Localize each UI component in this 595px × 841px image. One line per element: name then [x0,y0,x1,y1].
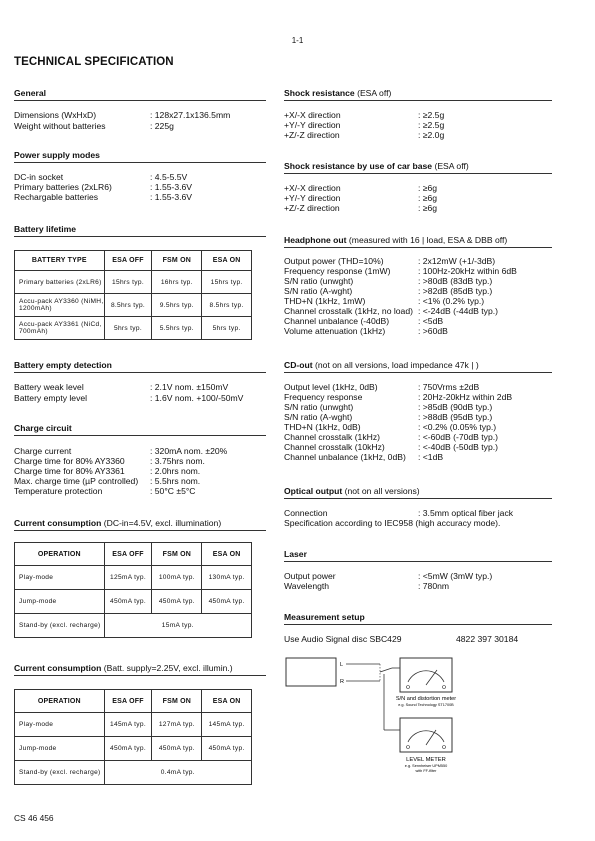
cdout-heading-note: (not on all versions, load impedance 47k | ) [312,360,479,370]
spec-key: Channel crosstalk (1kHz) [284,432,380,442]
section-heading-laser [284,549,552,562]
table-header: ESA OFF [104,543,152,566]
table-cell: Stand-by (excl. recharge) [15,761,105,785]
level-meter-box [400,718,452,752]
section-heading-power [14,150,266,163]
current-batt-heading: Current consumption [14,663,102,673]
spec-key: Battery weak level [14,382,84,392]
spec-key: Output power (THD=10%) [284,256,384,266]
spec-key: +Y/-Y direction [284,120,341,130]
spec-value: : <-40dB (-50dB typ.) [418,442,499,452]
section-heading-current-dc [14,518,266,531]
spec-key: S/N ratio (A-wght) [284,412,353,422]
right-channel-label: R [340,679,344,685]
left-channel-label: L [340,662,344,668]
spec-key: +Z/-Z direction [284,203,340,213]
table-cell: 15hrs typ. [104,271,152,294]
spec-value: : 750Vrms ±2dB [418,382,480,392]
spec-key: +Y/-Y direction [284,193,341,203]
table-cell: 127mA typ. [152,713,202,737]
table-header: OPERATION [15,543,105,566]
spec-value: : ≥2.5g [418,120,445,130]
table-cell: 130mA typ. [202,566,252,590]
spec-value: : 1.55-3.6V [150,192,193,202]
table-cell: Primary batteries (2xLR6) [15,271,105,294]
spec-key: Channel unbalance (-40dB) [284,316,390,326]
spec-value: : 320mA nom. ±20% [150,446,228,456]
spec-key: Channel crosstalk (1kHz, no load) [284,306,413,316]
table-cell: 15mA typ. [104,614,251,638]
spec-value: : ≥6g [418,183,438,193]
spec-key: DC-in socket [14,172,64,182]
table-cell: 8.5hrs typ. [202,294,252,317]
spec-key: THD+N (1kHz, 0dB) [284,422,361,432]
headphone-heading: Headphone out [284,235,347,245]
table-row [15,713,252,737]
spec-value: : 2.0hrs nom. [150,466,201,476]
spec-value: : 225g [150,121,174,131]
charge-heading: Charge circuit [14,423,72,433]
table-header-row [15,251,252,271]
spec-key: S/N ratio (unwght) [284,402,354,412]
table-header: FSM ON [152,251,202,271]
shock-heading: Shock resistance [284,88,355,98]
table-cell: 5.5hrs typ. [152,317,202,340]
spec-key: Specification according to IEC958 (high accuracy mode). [284,518,501,528]
level-meter-filter-note: with FF-filter [415,769,437,773]
spec-value: : 1.6V nom. +100/-50mV [150,393,244,403]
table-header: ESA ON [202,690,252,713]
distortion-meter-box [400,658,452,692]
battery-empty-heading: Battery empty detection [14,360,112,370]
table-cell: Play-mode [15,566,105,590]
table-cell: 8.5hrs typ. [104,294,152,317]
table-header-row [15,690,252,713]
spec-key: THD+N (1kHz, 1mW) [284,296,366,306]
document-code: CS 46 456 [14,813,54,823]
table-row [15,590,252,614]
spec-value: : 4.5-5.5V [150,172,188,182]
spec-key: Frequency response [284,392,363,402]
table-cell: 145mA typ. [202,713,252,737]
shock-car-heading-note: (ESA off) [432,161,469,171]
current-dc-heading-note: (DC-in=4.5V, excl. illumination) [101,518,222,528]
spec-value: : 128x27.1x136.5mm [150,110,231,120]
table-cell: 450mA typ. [202,590,252,614]
spec-value: : 5.5hrs nom. [150,476,201,486]
left-column [14,0,266,841]
table-header: ESA ON [202,251,252,271]
table-cell: 5hrs typ. [202,317,252,340]
spec-key: Connection [284,508,328,518]
table-cell: 5hrs typ. [104,317,152,340]
table-cell: Accu-pack AY3360 (NiMH, 1200mAh) [15,294,105,317]
cd-player-box [286,658,336,686]
table-header: FSM ON [152,690,202,713]
spec-key: +X/-X direction [284,183,341,193]
table-cell: Stand-by (excl. recharge) [15,614,105,638]
spec-key: Rechargable batteries [14,192,99,202]
distortion-meter-subtitle: e.g. Sound Technology ST1700B [398,703,454,707]
spec-value: : 50°C ±5°C [150,486,196,496]
current-batt-table [14,689,252,785]
spec-value: : <5mW (3mW typ.) [418,571,493,581]
spec-value: : 1.55-3.6V [150,182,193,192]
spec-value: : <-60dB (-70dB typ.) [418,432,499,442]
general-heading: General [14,88,47,98]
table-header-row [15,543,252,566]
spec-key: Frequency response (1mW) [284,266,391,276]
power-heading: Power supply modes [14,150,100,160]
spec-value: : <1dB [418,452,444,462]
spec-value: : >60dB [418,326,448,336]
spec-key: Output level (1kHz, 0dB) [284,382,378,392]
spec-value: : 2x12mW (+1/-3dB) [418,256,496,266]
spec-key: Charge time for 80% AY3360 [14,456,125,466]
spec-value: : ≥6g [418,193,438,203]
disc-code: 4822 397 30184 [456,634,519,644]
switch-arm [380,668,392,672]
right-column [284,0,552,841]
table-cell: 9.5hrs typ. [152,294,202,317]
cdout-heading: CD-out [284,360,313,370]
table-header: BATTERY TYPE [15,251,105,271]
current-dc-heading: Current consumption [14,518,102,528]
table-row [15,614,252,638]
table-cell: 450mA typ. [104,737,152,761]
section-heading-headphone [284,235,552,248]
level-meter-title: LEVEL METER [406,757,446,763]
spec-key: Temperature protection [14,486,103,496]
table-header: ESA ON [202,543,252,566]
table-header: ESA OFF [104,690,152,713]
spec-key: Dimensions (WxHxD) [14,110,97,120]
section-heading-general [14,88,266,101]
section-heading-measurement [284,612,552,625]
spec-key: Volume attenuation (1kHz) [284,326,386,336]
battery-lifetime-heading: Battery lifetime [14,224,77,234]
table-row [15,761,252,785]
spec-key: S/N ratio (unwght) [284,276,354,286]
spec-value: : 2.1V nom. ±150mV [150,382,229,392]
spec-key: Channel unbalance (1kHz, 0dB) [284,452,406,462]
spec-key: Battery empty level [14,393,88,403]
table-row [15,271,252,294]
section-heading-cdout [284,360,552,373]
table-cell: 100mA typ. [152,566,202,590]
table-header: ESA OFF [104,251,152,271]
spec-value: : 3.75hrs nom. [150,456,205,466]
spec-key: +X/-X direction [284,110,341,120]
table-row [15,317,252,340]
spec-value: : 20Hz-20kHz within 2dB [418,392,513,402]
section-heading-current-batt [14,663,266,676]
section-heading-charge [14,423,266,436]
spec-value: : 3.5mm optical fiber jack [418,508,514,518]
distortion-meter-title: S/N and distortion meter [395,696,457,702]
headphone-heading-note: (measured with 16 | load, ESA & DBB off) [346,235,508,245]
shock-car-heading: Shock resistance by use of car base [284,161,433,171]
table-cell: Jump-mode [15,737,105,761]
laser-heading: Laser [284,549,307,559]
table-cell: 450mA typ. [152,737,202,761]
table-cell: Play-mode [15,713,105,737]
measurement-diagram [284,652,552,787]
spec-key: Charge time for 80% AY3361 [14,466,125,476]
spec-key: Weight without batteries [14,121,106,131]
table-header: FSM ON [152,543,202,566]
spec-key: S/N ratio (A-wght) [284,286,353,296]
spec-value: : >80dB (83dB typ.) [418,276,493,286]
spec-value: : 100Hz-20kHz within 6dB [418,266,517,276]
disc-label: Use Audio Signal disc SBC429 [284,634,402,644]
current-batt-heading-note: (Batt. supply=2.25V, excl. illumin.) [101,663,233,673]
spec-value: : ≥2.0g [418,130,445,140]
table-cell: Jump-mode [15,590,105,614]
spec-value: : ≥6g [418,203,438,213]
section-heading-optical [284,486,552,499]
table-header: OPERATION [15,690,105,713]
spec-key: Channel crosstalk (10kHz) [284,442,385,452]
section-heading-shock-car [284,161,552,174]
spec-key: +Z/-Z direction [284,130,340,140]
table-cell: 450mA typ. [202,737,252,761]
spec-value: : 780nm [418,581,450,591]
spec-key: Output power [284,571,336,581]
level-meter-subtitle: e.g. Sennheiser UPM550 [404,764,448,768]
section-heading-battery-lifetime [14,224,266,237]
table-cell: 15hrs typ. [202,271,252,294]
spec-key: Max. charge time (µP controlled) [14,476,139,486]
spec-value: : ≥2.5g [418,110,445,120]
table-cell: Accu-pack AY3361 (NiCd, 700mAh) [15,317,105,340]
spec-key: Wavelength [284,581,330,591]
spec-key: Primary batteries (2xLR6) [14,182,112,192]
optical-heading-note: (not on all versions) [342,486,420,496]
battery-lifetime-table [14,250,252,340]
current-dc-table [14,542,252,638]
table-cell: 16hrs typ. [152,271,202,294]
table-cell: 0.4mA typ. [104,761,251,785]
spec-value: : >82dB (85dB typ.) [418,286,493,296]
table-cell: 145mA typ. [104,713,152,737]
spec-value: : <0.2% (0.05% typ.) [418,422,497,432]
spec-value: : <1% (0.2% typ.) [418,296,485,306]
section-heading-battery-empty [14,360,266,373]
table-row [15,737,252,761]
shock-heading-note: (ESA off) [354,88,392,98]
table-cell: 125mA typ. [104,566,152,590]
table-row [15,294,252,317]
spec-value: : >85dB (90dB typ.) [418,402,493,412]
table-cell: 450mA typ. [104,590,152,614]
measurement-heading: Measurement setup [284,612,365,622]
table-cell: 450mA typ. [152,590,202,614]
spec-value: : <-24dB (-44dB typ.) [418,306,499,316]
spec-key: Charge current [14,446,72,456]
spec-value: : >88dB (95dB typ.) [418,412,493,422]
spec-value: : <5dB [418,316,444,326]
page-title: TECHNICAL SPECIFICATION [14,56,174,68]
optical-heading: Optical output [284,486,343,496]
table-row [15,566,252,590]
page-number: 1-1 [291,36,304,45]
section-heading-shock [284,88,552,101]
